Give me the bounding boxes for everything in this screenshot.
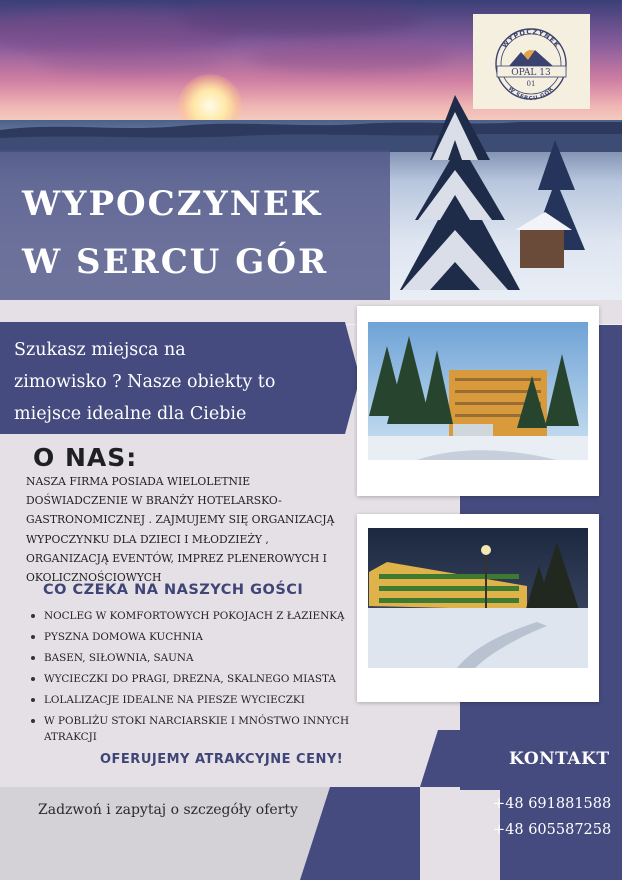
hero-title-line2: W SERCU GÓR xyxy=(22,242,329,282)
logo-name: OPAL 13 xyxy=(511,68,551,78)
hotel-summer-photo xyxy=(357,306,599,496)
offer-heading: CO CZEKA NA NASZYCH GOŚCI xyxy=(43,582,304,598)
about-text: NASZA FIRMA POSIADA WIELOLETNIE DOŚWIADCZENIE W BRANŻY HOTELARSKO- GASTRONOMICZNEJ . ZAJMUJEMY SIĘ ORGANIZACJĄ WYPOCZYNKU DLA DZIECI I MŁODZIEŻY , ORGANIZACJĄ EVENTÓW, IMPREZ PLENEROWYCH I OKOLICZNOŚCIOWYCH xyxy=(26,475,335,585)
hero-title xyxy=(22,175,328,291)
about-heading: O NAS: xyxy=(33,443,138,472)
tagline xyxy=(14,334,334,430)
offer-list xyxy=(30,608,350,750)
offer-item: WYCIECZKI DO PRAGI, DREZNA, SKALNEGO MIASTA xyxy=(30,671,350,687)
offer-item: BASEN, SIŁOWNIA, SAUNA xyxy=(30,650,350,666)
prices-banner: OFERUJEMY ATRAKCYJNE CENY! xyxy=(100,752,344,767)
svg-text:WYPOCZYNEK xyxy=(500,28,561,50)
contact-wedge xyxy=(420,730,460,787)
mountain-sun-emblem-icon xyxy=(473,14,590,109)
logo-arc-text: WYPOCZYNEK xyxy=(500,27,562,50)
tagline-line2: zimowisko ? Nasze obiekty to xyxy=(14,372,276,392)
logo xyxy=(473,14,590,109)
tagline-line3: miejsce idealne dla Ciebie xyxy=(14,404,247,424)
logo-bottom-text: W SERCU GÓR xyxy=(506,85,556,103)
phone-number-2[interactable]: +48 605587258 xyxy=(493,822,612,838)
offer-item: W POBLIŻU STOKI NARCIARSKIE I MNÓSTWO INNYCH ATRAKCJI xyxy=(30,713,350,745)
logo-sub: 01 xyxy=(526,80,536,88)
hero-title-line1: WYPOCZYNEK xyxy=(22,184,323,224)
call-text: Zadzwoń i zapytaj o szczegóły oferty xyxy=(38,802,298,818)
hotel-winter-night-photo xyxy=(357,514,599,702)
offer-item: PYSZNA DOMOWA KUCHNIA xyxy=(30,629,350,645)
contact-label: KONTAKT xyxy=(509,749,610,769)
phone-number-1[interactable]: +48 691881588 xyxy=(493,796,612,812)
offer-item: LOLALIZACJE IDEALNE NA PIESZE WYCIECZKI xyxy=(30,692,350,708)
offer-item: NOCLEG W KOMFORTOWYCH POKOJACH Z ŁAZIENKĄ xyxy=(30,608,350,624)
tagline-line1: Szukasz miejsca na xyxy=(14,340,186,360)
